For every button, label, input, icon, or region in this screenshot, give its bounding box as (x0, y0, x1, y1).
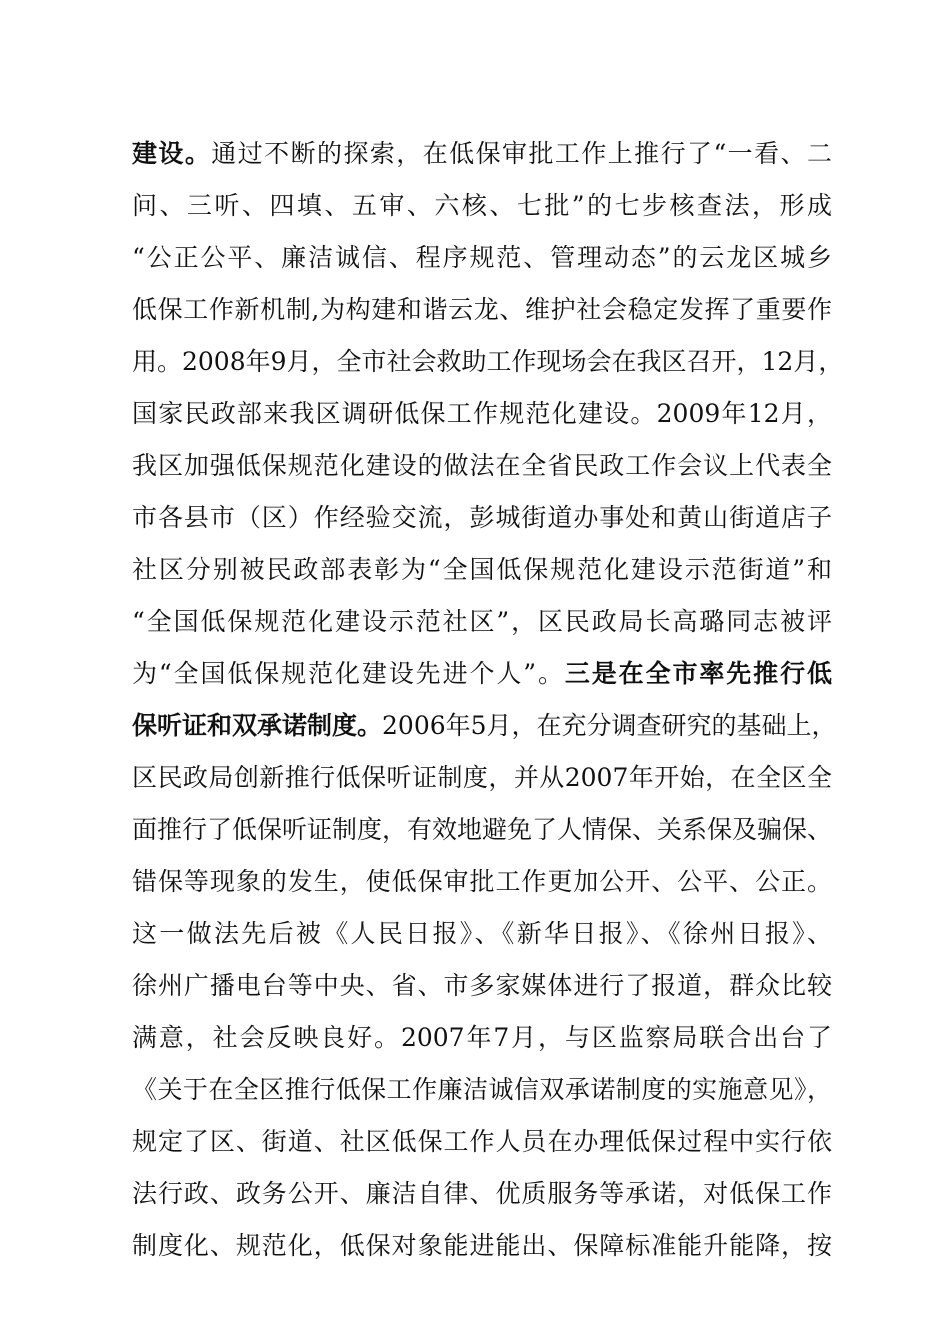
text-line (132, 232, 832, 284)
text-line (132, 1012, 832, 1064)
body-text-run: 2006年5月，在充分调查研究的基础上， (382, 711, 837, 740)
body-text-run: “全国低保规范化建设示范社区”，区民政局长高璐同志被评 (132, 607, 832, 636)
text-line (132, 856, 832, 908)
text-line (132, 440, 832, 492)
body-text-run: 《关于在全区推行低保工作廉洁诚信双承诺制度的实施意见》， (132, 1075, 832, 1104)
body-text-run: 满意，社会反映良好。2007年7月，与区监察局联合出台了 (132, 1023, 832, 1052)
body-text-run: 通过不断的探索，在低保审批工作上推行了“一看、二 (211, 139, 832, 168)
text-line (132, 1168, 832, 1220)
text-line (132, 1220, 832, 1272)
text-line (132, 1064, 832, 1116)
text-line (132, 284, 832, 336)
body-text-run: 为“全国低保规范化建设先进个人”。 (132, 659, 565, 688)
text-line (132, 648, 832, 700)
text-line (132, 908, 832, 960)
text-line (132, 544, 832, 596)
body-text-run: 制度化、规范化，低保对象能进能出、保障标准能升能降，按 (132, 1231, 832, 1260)
body-text-run: 社区分别被民政部表彰为“全国低保规范化建设示范街道”和 (132, 555, 832, 584)
text-line (132, 1116, 832, 1168)
body-text-run: 低保工作新机制,为构建和谐云龙、维护社会稳定发挥了重要作 (132, 295, 832, 324)
body-text-run: 法行政、政务公开、廉洁自律、优质服务等承诺，对低保工作 (132, 1179, 832, 1208)
bold-heading-text: 三是在全市率先推行低 (564, 659, 832, 688)
bold-heading-text: 保听证和双承诺制度。 (132, 711, 383, 740)
text-line (132, 700, 837, 752)
body-text-run: 规定了区、街道、社区低保工作人员在办理低保过程中实行依 (132, 1127, 832, 1156)
text-line (132, 752, 832, 804)
body-text-run: 面推行了低保听证制度，有效地避免了人情保、关系保及骗保、 (132, 815, 833, 844)
text-line (132, 388, 832, 440)
body-text-run: 这一做法先后被《人民日报》、《新华日报》、《徐州日报》、 (132, 919, 832, 948)
text-line (132, 492, 832, 544)
text-line (132, 336, 844, 388)
body-text-run: 我区加强低保规范化建设的做法在全省民政工作会议上代表全 (132, 451, 832, 480)
body-text-run: 区民政局创新推行低保听证制度，并从2007年开始，在全区全 (132, 763, 832, 792)
body-paragraph (132, 128, 844, 1272)
bold-heading-text: 建设。 (132, 139, 212, 168)
body-text-run: 错保等现象的发生，使低保审批工作更加公开、公平、公正。 (132, 867, 832, 896)
body-text-run: 市各县市（区）作经验交流，彭城街道办事处和黄山街道店子 (132, 503, 832, 532)
body-text-run: “公正公平、廉洁诚信、程序规范、管理动态”的云龙区城乡 (132, 243, 832, 272)
body-text-run: 问、三听、四填、五审、六核、七批”的七步核查法，形成 (132, 191, 832, 220)
body-text-run: 用。2008年9月，全市社会救助工作现场会在我区召开，12月， (132, 347, 844, 376)
text-line (132, 804, 832, 856)
body-text-run: 国家民政部来我区调研低保工作规范化建设。2009年12月， (132, 399, 832, 428)
body-text-run: 徐州广播电台等中央、省、市多家媒体进行了报道，群众比较 (132, 971, 832, 1000)
text-line (132, 180, 832, 232)
text-line (132, 128, 832, 180)
text-line (132, 596, 832, 648)
text-line (132, 960, 832, 1012)
